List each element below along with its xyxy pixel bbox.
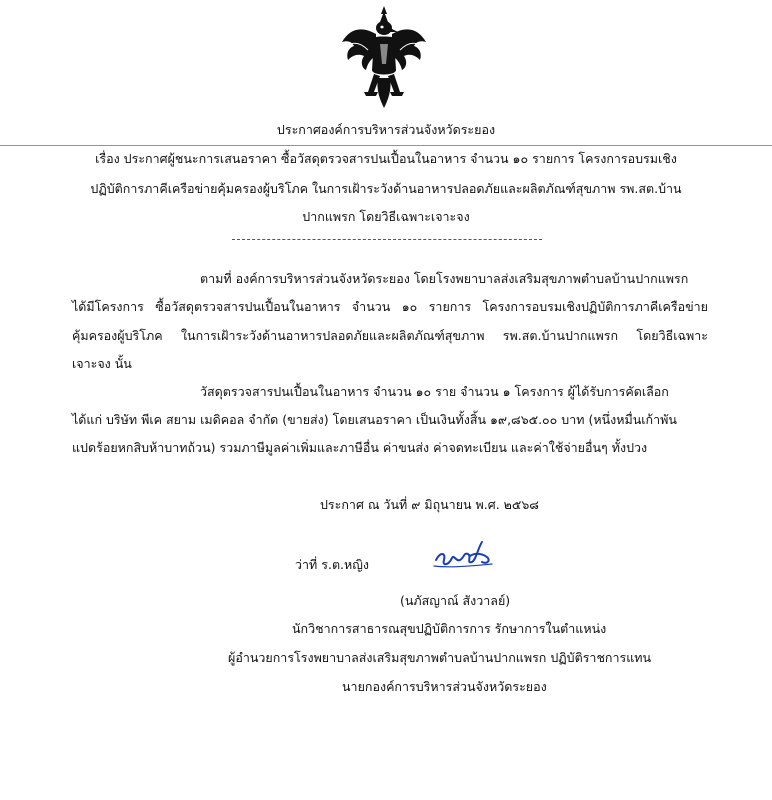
header-rule <box>0 145 772 146</box>
signer-name: (นภัสญาณ์ สังวาลย์) <box>400 593 511 608</box>
subject-line-3: ปากแพรก โดยวิธีเฉพาะเจาะจง <box>302 209 470 224</box>
subject-line-1: เรื่อง ประกาศผู้ชนะการเสนอราคา ซื้อวัสดุตรวจสารปนเปื้อนในอาหาร จำนวน ๑๐ รายการ โครงการอบรมเชิง <box>95 151 677 166</box>
p1-line-1: ตามที่ องค์การบริหารส่วนจังหวัดระยอง โดยโรงพยาบาลส่งเสริมสุขภาพตำบลบ้านปากแพรก <box>200 271 689 286</box>
signer-authority: นายกองค์การบริหารส่วนจังหวัดระยอง <box>342 679 547 694</box>
p2-line-2: ได้แก่ บริษัท พีเค สยาม เมดิคอล จำกัด (ขายส่ง) โดยเสนอราคา เป็นเงินทั้งสิ้น ๑๙,๘๖๕.๐๐ บาท (หนึ่งหมื่นเก้าพัน <box>72 412 677 427</box>
dashed-divider <box>232 239 542 240</box>
announce-date: ประกาศ ณ วันที่ ๙ มิถุนายน พ.ศ. ๒๕๖๘ <box>320 497 539 512</box>
garuda-emblem-icon <box>338 4 430 112</box>
p2-line-3: แปดร้อยหกสิบห้าบาทถ้วน) รวมภาษีมูลค่าเพิ่มและภาษีอื่น ค่าขนส่ง ค่าจดทะเบียน และค่าใช้จ่ายอื่นๆ ทั้งปวง <box>72 440 648 455</box>
organization-header: ประกาศองค์การบริหารส่วนจังหวัดระยอง <box>276 122 496 137</box>
signer-position: นักวิชาการสาธารณสุขปฏิบัติการการ รักษาการในตำแหน่ง <box>292 621 607 636</box>
signer-role: ผู้อำนวยการโรงพยาบาลส่งเสริมสุขภาพตำบลบ้านปากแพรก ปฏิบัติราชการแทน <box>228 650 652 665</box>
p1-line-3: คุ้มครองผู้บริโภค ในการเฝ้าระวังด้านอาหารปลอดภัยและผลิตภัณฑ์สุขภาพ รพ.สต.บ้านปากแพรก โดยวิธีเฉพาะ <box>72 328 708 343</box>
p2-line-1: วัสดุตรวจสารปนเปื้อนในอาหาร จำนวน ๑๐ ราย จำนวน ๑ โครงการ ผู้ได้รับการคัดเลือก <box>200 384 669 399</box>
p1-line-4: เจาะจง นั้น <box>72 356 132 371</box>
subject-line-2: ปฏิบัติการภาคีเครือข่ายคุ้มครองผู้บริโภค ในการเฝ้าระวังด้านอาหารปลอดภัยและผลิตภัณฑ์สุขภาพ รพ.สต.บ้าน <box>90 181 682 196</box>
acting-rank: ว่าที่ ร.ต.หญิง <box>295 557 370 572</box>
p1-line-2: ได้มีโครงการ ซื้อวัสดุตรวจสารปนเปื้อนในอาหาร จำนวน ๑๐ รายการ โครงการอบรมเชิงปฏิบัติการภาคีเครือข่าย <box>72 299 708 314</box>
handwritten-signature <box>430 538 500 574</box>
